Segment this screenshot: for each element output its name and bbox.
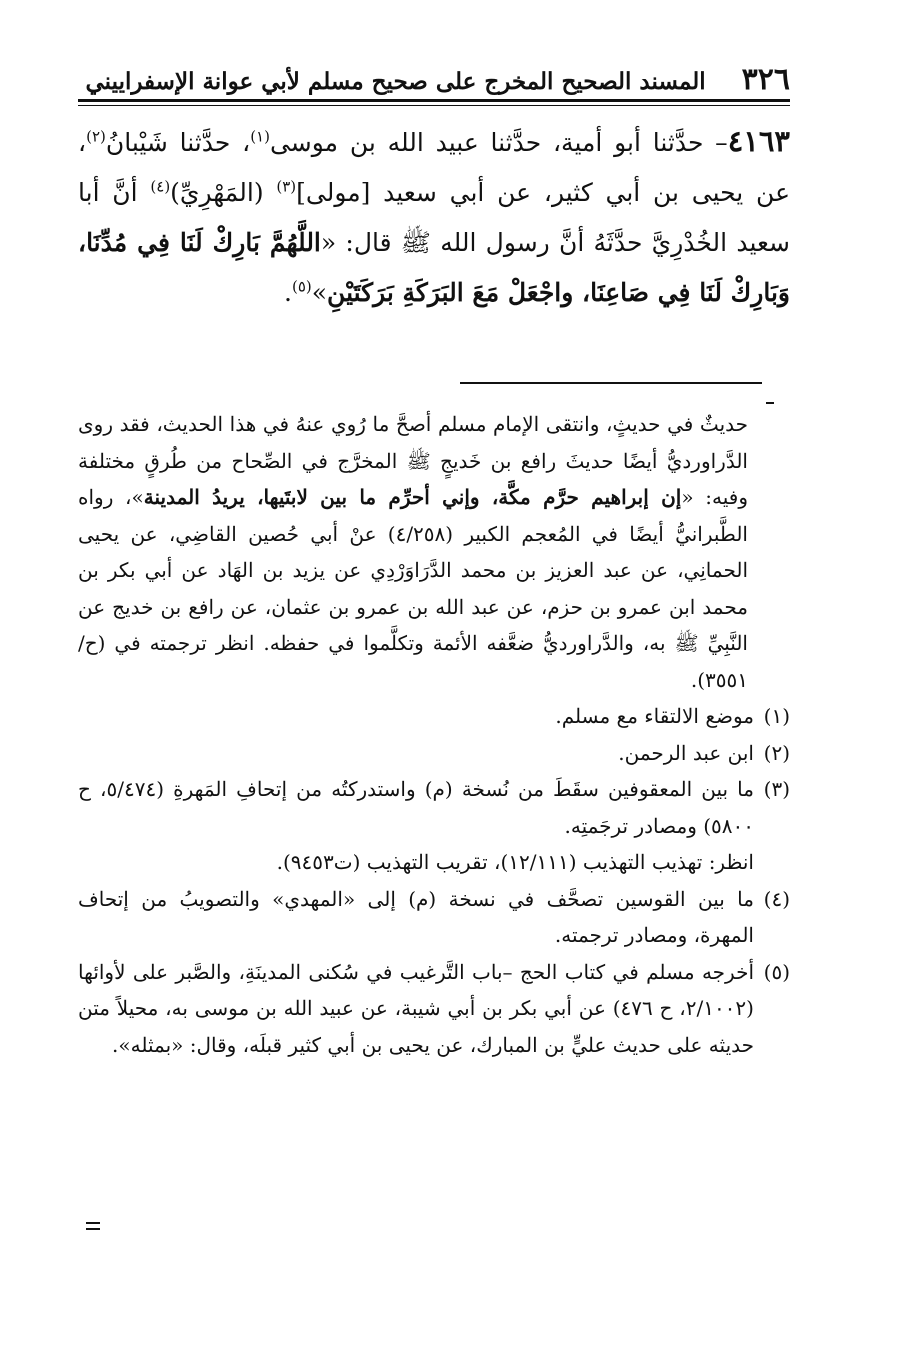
footnote-number: (٥) xyxy=(763,959,790,984)
hadith-text-part: ، عن يحيى بن أبي كثير، عن أبي سعيد [مولى] xyxy=(78,128,790,207)
hadith-text-part: ، حدَّثنا شَيْبانُ xyxy=(105,128,251,157)
hadith-text-part: أنَّ أبا سعيد الخُدْرِيَّ حدَّثَهُ أنَّ رسول الله ﷺ قال: « xyxy=(78,178,791,257)
footnote-number: (٤) xyxy=(763,886,790,911)
header-rule-thin xyxy=(78,105,790,106)
carried-footnote-text: »، رواه الطَّبرانيُّ أيضًا في المُعجم الكبير (٤/٢٥٨) عنْ أبي حُصين القاضِي، عن يحيى الحمانِي، عن عبد العزيز بن محمد الدَّرَاوَرْدِي عن يزيد بن الهَاد عن أبي بكر بن محمد ابن عمرو بن حزم، عن عبد الله بن عمرو بن عثمان، عن رافع بن خديج عن النَّبِيِّ ﷺ به، والدَّراورديُّ ضعَّفه الأئمة وتكلَّموا في حفظه. انظر ترجمته في (ح/٣٥٥١). xyxy=(78,485,748,692)
hadith-text-part: – حدَّثنا أبو أمية، حدَّثنا عبيد الله بن موسى xyxy=(269,128,728,157)
prophetic-quote: اللَّهُمَّ بَارِكْ لَنَا فِي مُدِّنَا، وَبَارِكْ لَنَا فِي صَاعِنَا، واجْعَلْ مَعَ البَرَكَةِ بَرَكَتَيْنِ xyxy=(78,228,790,307)
footnote-text: موضع الالتقاء مع مسلم. xyxy=(555,704,754,728)
continuation-mark xyxy=(766,402,774,404)
footnote-number: (٣) xyxy=(763,777,790,801)
footnote-text: ما بين القوسين تصحَّف في نسخة (م) إلى «المهدي» والتصويبُ من إتحاف المهرة، ومصادر ترجمته. xyxy=(78,886,754,947)
carried-footnote-text: حديثٌ في حديثٍ، وانتقى الإمام مسلم أصحَّ ما رُوي عنهُ في هذا الحديث، فقد روى الدَّراورديُّ أيضًا حديثَ رافع بن خَديجٍ ﷺ المخرَّج في الصِّحاح من طُرقٍ مختلفة وفيه: « xyxy=(78,412,748,509)
footnote-separator xyxy=(460,382,762,384)
footnote-text: ما بين المعقوفين سقَطَ من نُسخة (م) واستدركتُه من إتحافِ المَهرةِ (٥/٤٧٤، ح ٥٨٠٠) ومصادر ترجَمتِه. xyxy=(78,777,754,838)
header-rule-thick xyxy=(78,99,790,102)
hadith-text xyxy=(78,116,790,318)
footnote-ref-3[interactable]: (٣) xyxy=(276,177,297,196)
footnote-4 xyxy=(78,881,790,954)
page-number: ٣٢٦ xyxy=(741,62,790,97)
footnote-5 xyxy=(78,954,790,1064)
footnote-text: ابن عبد الرحمن. xyxy=(618,740,754,765)
footnote-3 xyxy=(78,771,790,844)
footnote-1 xyxy=(78,698,790,735)
footnote-number: (٢) xyxy=(763,740,790,765)
running-title: المسند الصحيح المخرج على صحيح مسلم لأبي عوانة الإسفراييني xyxy=(85,68,706,95)
footnote-3-extra: انظر: تهذيب التهذيب (١٢/١١١)، تقريب التهذيب (ت٩٤٥٣). xyxy=(276,850,754,874)
footnotes xyxy=(78,406,790,1063)
hadith-number: ٤١٦٣ xyxy=(727,124,790,158)
carried-footnote xyxy=(78,406,748,698)
footnote-2 xyxy=(78,735,790,772)
page-end-mark xyxy=(86,1228,100,1230)
footnote-ref-4[interactable]: (٤) xyxy=(150,177,171,196)
hadith-text-part: » xyxy=(311,278,328,307)
footnote-number: (١) xyxy=(763,704,790,728)
footnote-ref-2[interactable]: (٢) xyxy=(86,127,106,146)
page-header xyxy=(78,62,790,98)
carried-footnote-quote: إن إبراهيم حرَّم مكَّة، وإني أحرِّم ما بين لابتَيها، يريدُ المدينة xyxy=(143,485,682,509)
hadith-text-part: (المَهْرِيِّ) xyxy=(170,178,277,207)
hadith-text-part: . xyxy=(284,278,292,307)
footnote-text: أخرجه مسلم في كتاب الحج –باب التَّرغيب في سُكنى المدينَةِ، والصَّبر على لأوائها (٢/١٠٠٢، ح ٤٧٦) عن أبي بكر بن أبي شيبة، عن عبيد الله بن موسى به، محيلاً متن حديثه على حديث عليٍّ بن المبارك، عن يحيى بن أبي كثير قبلَه، وقال: «بمثله». xyxy=(78,959,754,1057)
footnote-ref-5[interactable]: (٥) xyxy=(291,277,312,296)
page-end-mark xyxy=(86,1222,100,1224)
footnote-ref-1[interactable]: (١) xyxy=(250,127,270,146)
